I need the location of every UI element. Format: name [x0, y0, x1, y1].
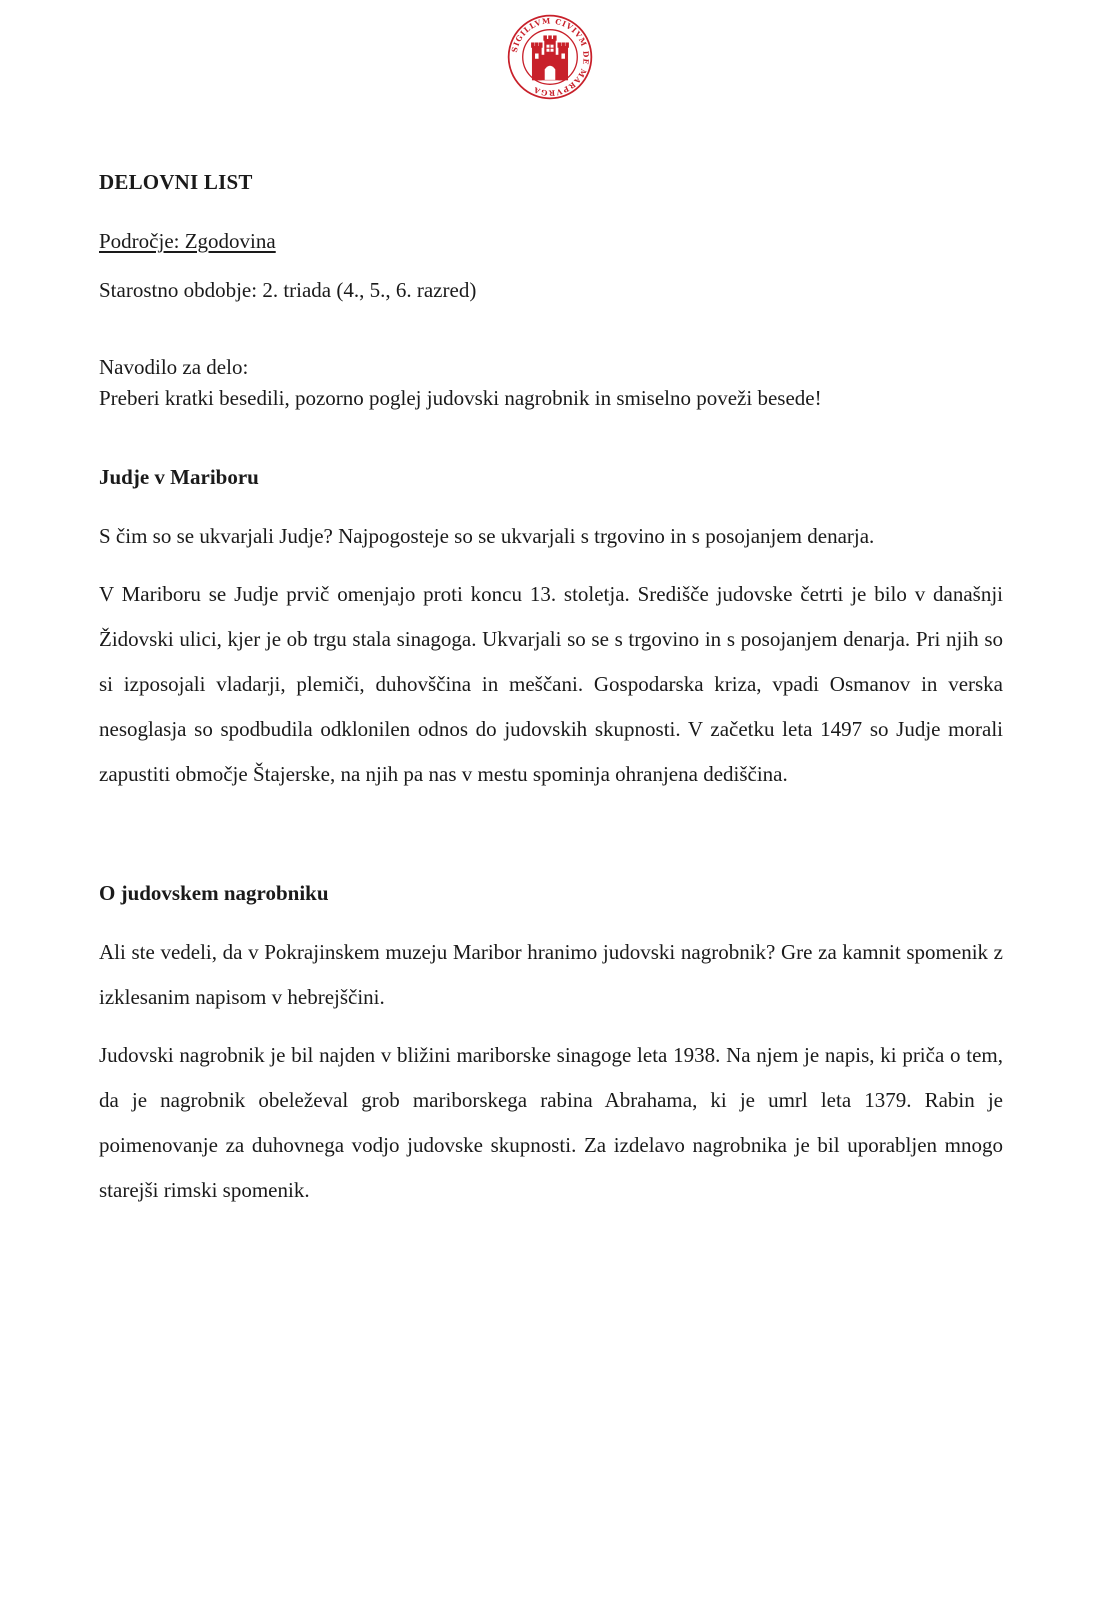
worksheet-title: DELOVNI LIST	[99, 170, 253, 194]
section-paragraph: Ali ste vedeli, da v Pokrajinskem muzeju Maribor hranimo judovski nagrobnik? Gre za kamnit spomenik z izklesanim napisom v hebrejščini.	[99, 940, 1003, 1009]
subject-field: Področje: Zgodovina	[99, 229, 276, 253]
seal-inscription: SIGILLVM CIVIVM DE MARPVRGA	[509, 16, 591, 98]
section-heading-jewish-tombstone: O judovskem nagrobniku	[99, 881, 329, 905]
instructions-text: Preberi kratki besedili, pozorno poglej judovski nagrobnik in smiselno poveži besede!	[99, 386, 822, 410]
instructions-label: Navodilo za delo:	[99, 355, 249, 379]
section-paragraph: S čim so se ukvarjali Judje? Najpogosteje so se ukvarjali s trgovino in s posojanjem denarja.	[99, 524, 875, 548]
section-heading-jews-in-maribor: Judje v Mariboru	[99, 465, 259, 489]
section-paragraph: V Mariboru se Judje prvič omenjajo proti koncu 13. stoletja. Središče judovske četrti je bilo v današnji Židovski ulici, kjer je ob trgu stala sinagoga. Ukvarjali so se s trgovino in s posojanjem denarja. Pri njih so si izposojali vladarji, plemiči, duhovščina in meščani. Gospodarska kriza, vpadi Osmanov in verska nesoglasja so spodbudila odklonilen odnos do judovskih skupnosti. V začetku leta 1497 so Judje morali zapustiti območje Štajerske, na njih pa nas v mestu spominja ohranjena dediščina.	[99, 582, 1003, 786]
age-group: Starostno obdobje: 2. triada (4., 5., 6. razred)	[99, 278, 477, 302]
worksheet-content	[99, 170, 1003, 1213]
city-seal-icon	[506, 13, 594, 101]
section-paragraph: Judovski nagrobnik je bil najden v bližini mariborske sinagoge leta 1938. Na njem je napis, ki priča o tem, da je nagrobnik obeleževal grob mariborskega rabina Abrahama, ki je umrl leta 1379. Rabin je poimenovanje za duhovnega vodjo judovske skupnosti. Za izdelavo nagrobnika je bil uporabljen mnogo starejši rimski spomenik.	[99, 1043, 1003, 1202]
